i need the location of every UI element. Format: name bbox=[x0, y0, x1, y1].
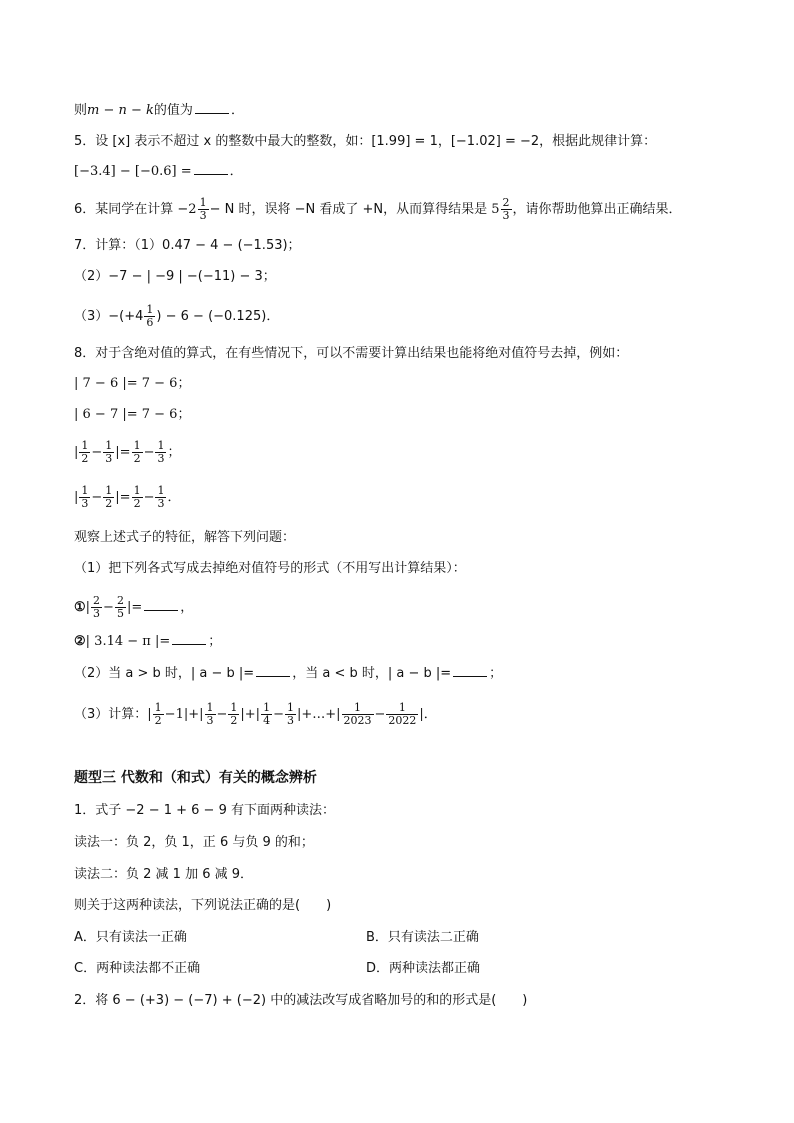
problem-5-line-2: [−3.4] − [−0.6] = ． bbox=[74, 164, 243, 179]
problem-6: 6．某同学在计算 −2 $\frac{1}{3}$ − N 时，误将 −N 看成了 +N，从而算得结果是 5 $\frac{2}{3}$ ，请你帮助他算出正确结果． bbox=[74, 196, 682, 222]
answer-blank bbox=[172, 632, 206, 645]
problem-8-intro: 8．对于含绝对值的算式，在有些情况下，可以不需要计算出结果也能将绝对值符号去掉，例如： bbox=[74, 346, 629, 361]
section-heading: 题型三 代数和（和式）有关的概念辨析 bbox=[74, 770, 317, 786]
answer-blank bbox=[194, 162, 228, 175]
question-1b: ②| 3.14 − π |= ； bbox=[74, 634, 222, 649]
q2-stem: 2．将 6 − (+3) − (−7) + (−2) 中的减法改写成省略加号的和的形式是( ) bbox=[74, 993, 528, 1008]
problem-7-line-3: （3）−(+4 $\frac{1}{6}$ ) − 6 − (−0.125)． bbox=[74, 303, 280, 329]
question-1a: ①| $\frac{2}{3}$ − $\frac{2}{5}$ |= ， bbox=[74, 594, 194, 620]
answer-blank bbox=[256, 664, 290, 677]
problem-7-line-1: 7．计算：（1）0.47 − 4 − (−1.53)； bbox=[74, 238, 301, 253]
observe-line: 观察上述式子的特征，解答下列问题： bbox=[74, 530, 296, 545]
answer-blank bbox=[453, 664, 487, 677]
problem-7-line-2: （2）−7 − | −9 | −(−11) − 3； bbox=[74, 269, 276, 284]
question-3: （3）计算：| $\frac{1}{2}$ −1|+| $\frac{1}{3}$ − $\frac{1}{2}$ |+| $\frac{1}{4}$ − $\frac{1}{3}$ |+…+| $\frac{1}{2023}$ − $\frac{1}{2022}$ |． bbox=[74, 701, 437, 727]
fraction: $\frac{1}{6}$ bbox=[146, 303, 154, 329]
problem-5-line-1: 5．设 [x] 表示不超过 x 的整数中最大的整数，如：[1.99] = 1，[−1.02] = −2，根据此规律计算： bbox=[74, 134, 657, 149]
answer-blank bbox=[144, 598, 178, 611]
question-1: （1）把下列各式写成去掉绝对值符号的形式（不用写出计算结果）： bbox=[74, 561, 466, 576]
example-4: | $\frac{1}{3}$ − $\frac{1}{2}$ |= $\frac{1}{2}$ − $\frac{1}{3}$ ． bbox=[74, 484, 181, 510]
answer-blank bbox=[195, 101, 229, 114]
example-2: | 6 − 7 |= 7 − 6； bbox=[74, 407, 191, 422]
example-3: | $\frac{1}{2}$ − $\frac{1}{3}$ |= $\frac{1}{2}$ − $\frac{1}{3}$ ； bbox=[74, 439, 181, 465]
q1-option-d: D．两种读法都正确 bbox=[366, 961, 481, 976]
question-2: （2）当 a > b 时，| a − b |= ，当 a < b 时，| a − b |= ； bbox=[74, 666, 503, 681]
q1-ask: 则关于这两种读法，下列说法正确的是( ) bbox=[74, 898, 332, 913]
fraction: $\frac{1}{3}$ bbox=[199, 196, 207, 222]
example-1: | 7 − 6 |= 7 − 6； bbox=[74, 376, 191, 391]
q1-stem: 1．式子 −2 − 1 + 6 − 9 有下面两种读法： bbox=[74, 803, 335, 818]
text-line-1: 则m − n − k的值为 ． bbox=[74, 103, 244, 118]
q1-reading-1: 读法一：负 2，负 1，正 6 与负 9 的和； bbox=[74, 835, 314, 850]
q1-option-c: C．两种读法都不正确 bbox=[74, 961, 201, 976]
q1-option-b: B．只有读法二正确 bbox=[366, 930, 479, 945]
q1-option-a: A．只有读法一正确 bbox=[74, 930, 187, 945]
fraction: $\frac{2}{3}$ bbox=[502, 196, 510, 222]
q1-reading-2: 读法二：负 2 减 1 加 6 减 9． bbox=[74, 867, 254, 882]
